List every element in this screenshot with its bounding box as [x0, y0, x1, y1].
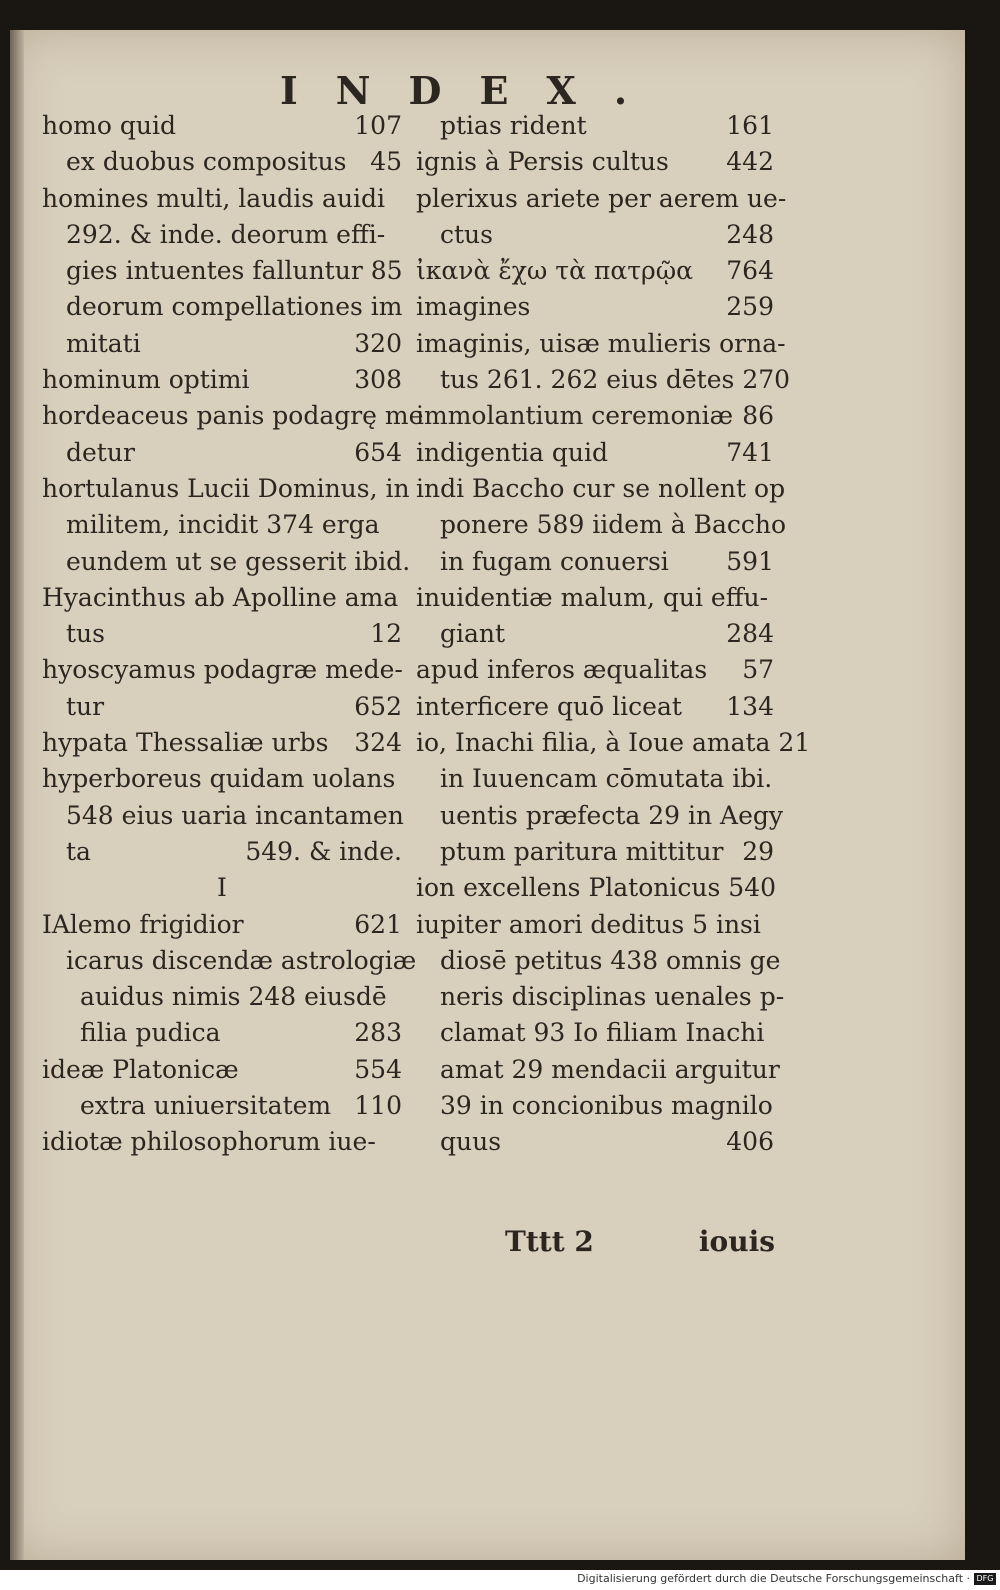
index-entry-line	[42, 616, 402, 652]
index-page-number: 540	[728, 873, 777, 903]
index-entry-text: ta	[66, 836, 91, 866]
index-entry-line	[416, 580, 774, 616]
index-entry-line	[42, 1052, 402, 1088]
index-entry-text: homines multi, laudis auidi	[42, 183, 386, 213]
index-entry-line	[42, 580, 402, 616]
index-entry-line	[42, 979, 402, 1015]
index-entry-text: diosē petitus 438 omnis ge	[440, 945, 781, 975]
footer-bar	[0, 1570, 1000, 1590]
index-page-number: 248	[726, 219, 774, 249]
index-entry-line	[416, 217, 774, 253]
index-entry-line	[416, 907, 774, 943]
index-entry-text: hordeaceus panis podagrę me	[42, 401, 424, 431]
index-entry-text: immolantium ceremoniæ	[416, 401, 734, 431]
index-entry-text: tus	[66, 619, 105, 649]
index-page-number: 320	[354, 328, 402, 358]
index-page-number: 654	[354, 437, 402, 467]
index-page-number: 283	[354, 1018, 402, 1048]
index-entry-line	[42, 181, 402, 217]
catchword-line	[505, 1225, 775, 1258]
index-entry-line	[416, 1088, 774, 1124]
index-entry-line	[42, 326, 402, 362]
index-entry-line	[416, 798, 783, 834]
index-entry-line	[416, 544, 774, 580]
index-entry-text: I	[217, 873, 227, 903]
index-column-right	[416, 108, 811, 1161]
index-entry-line	[42, 253, 402, 289]
index-entry-text: ex duobus compositus	[66, 147, 347, 177]
index-entry-text: io, Inachi filia, à Ioue amata	[416, 728, 771, 758]
index-page-number: 308	[354, 365, 402, 395]
index-entry-text: ion excellens Platonicus	[416, 873, 721, 903]
index-entry-line	[42, 217, 402, 253]
index-entry-line	[42, 834, 402, 870]
index-entry-text: hominum optimi	[42, 365, 250, 395]
index-entry-line	[416, 471, 786, 507]
index-page-number: 554	[354, 1054, 402, 1084]
index-page-number: 12	[370, 619, 402, 649]
index-entry-text: imaginis, uisæ mulieris orna-	[416, 328, 786, 358]
index-entry-text: filia pudica	[80, 1018, 221, 1048]
index-entry-text: inuidentiæ malum, qui effu-	[416, 582, 769, 612]
index-entry-text: 548 eius uaria incantamen	[66, 800, 404, 830]
index-page-number: 406	[726, 1127, 774, 1157]
index-page-number: 259	[726, 292, 774, 322]
index-entry-line	[42, 108, 402, 144]
index-page-number: 86	[742, 401, 774, 431]
dfg-logo: DFG	[974, 1573, 996, 1585]
index-entry-line	[42, 1124, 402, 1160]
index-entry-text: ἰκανὰ ἔχω τὰ πατρῷα	[416, 256, 694, 286]
page-binding-edge	[10, 30, 24, 1560]
index-entry-text: hortulanus Lucii Dominus, in	[42, 473, 410, 503]
index-page-number: 270	[742, 365, 791, 395]
index-entry-line	[416, 507, 787, 543]
index-entry-line	[416, 253, 774, 289]
index-entry-line	[416, 398, 774, 434]
index-page-number: 549. & inde.	[245, 836, 402, 866]
index-entry-text: hyoscyamus podagræ mede-	[42, 655, 403, 685]
index-entry-text: amat 29 mendacii arguitur	[440, 1054, 780, 1084]
index-entry-line	[42, 544, 411, 580]
index-entry-text: imagines	[416, 292, 531, 322]
index-entry-text: indi Baccho cur se nollent op	[416, 473, 786, 503]
running-head: INDEX.	[280, 68, 666, 113]
index-entry-line	[42, 398, 424, 434]
index-entry-line	[42, 943, 417, 979]
index-entry-line	[416, 1124, 774, 1160]
signature-mark: Tttt 2	[505, 1225, 594, 1258]
index-entry-text: neris disciplinas uenales p-	[440, 982, 785, 1012]
index-page-number: 324	[354, 728, 402, 758]
index-entry-text: IAlemo frigidior	[42, 909, 244, 939]
index-entry-line	[416, 326, 786, 362]
index-entry-text: ponere 589 iidem à Baccho	[440, 510, 787, 540]
index-entry-text: giant	[440, 619, 506, 649]
index-entry-line	[416, 1015, 774, 1051]
footer-credit: Digitalisierung gefördert durch die Deutsche Forschungsgemeinschaft ·	[577, 1572, 970, 1585]
index-entry-text: eundem ut se gesserit ibid.	[66, 546, 411, 576]
index-entry-text: detur	[66, 437, 135, 467]
index-entry-line	[42, 652, 402, 688]
index-entry-text: ignis à Persis cultus	[416, 147, 669, 177]
index-entry-text: quus	[440, 1127, 502, 1157]
index-entry-text: iupiter amori deditus 5 insi	[416, 909, 761, 939]
index-entry-text: icarus discendæ astrologiæ	[66, 945, 417, 975]
index-entry-text: mitati	[66, 328, 141, 358]
index-page-number: 110	[354, 1091, 402, 1121]
index-entry-line	[416, 870, 777, 906]
index-page-number: 45	[370, 147, 402, 177]
index-entry-text: ideæ Platonicæ	[42, 1054, 239, 1084]
index-entry-line	[416, 1052, 780, 1088]
index-entry-line	[42, 362, 402, 398]
index-entry-text: interficere quō liceat	[416, 691, 682, 721]
index-entry-line	[416, 761, 774, 797]
index-entry-line	[42, 725, 402, 761]
index-entry-line	[42, 144, 402, 180]
index-entry-line	[416, 616, 774, 652]
index-entry-line	[416, 652, 774, 688]
index-entry-text: ctus	[440, 219, 493, 249]
index-page-number: 21	[778, 728, 811, 758]
index-entry-line	[42, 1015, 402, 1051]
index-entry-line	[416, 725, 811, 761]
index-page-number: 134	[726, 691, 774, 721]
index-entry-line	[42, 907, 402, 943]
index-entry-line	[416, 979, 785, 1015]
index-page-number: 284	[726, 619, 774, 649]
index-entry-line	[416, 435, 774, 471]
index-entry-line	[416, 943, 781, 979]
index-entry-line	[416, 181, 787, 217]
index-entry-line	[416, 144, 774, 180]
index-entry-text: Hyacinthus ab Apolline ama	[42, 582, 399, 612]
index-page-number: 161	[726, 111, 774, 140]
index-entry-text: plerixus ariete per aerem ue-	[416, 183, 787, 213]
index-entry-text: homo quid	[42, 111, 176, 140]
index-entry-text: uentis præfecta 29 in Aegy	[440, 800, 783, 830]
index-entry-text: extra uniuersitatem	[80, 1091, 332, 1121]
index-entry-line	[42, 798, 402, 834]
index-page-number: 591	[726, 546, 774, 576]
index-entry-line	[42, 761, 402, 797]
index-column-left	[42, 108, 424, 1161]
index-entry-line	[42, 1088, 402, 1124]
index-entry-text: hypata Thessaliæ urbs	[42, 728, 329, 758]
index-page-number: 85	[370, 256, 403, 286]
index-entry-line	[416, 362, 791, 398]
index-page-number: 621	[354, 909, 402, 939]
index-page-number: 741	[726, 437, 774, 467]
index-page-number: 764	[726, 256, 774, 286]
index-entry-text: idiotæ philosophorum iue-	[42, 1127, 376, 1157]
index-entry-line	[42, 435, 402, 471]
index-entry-text: in fugam conuersi	[440, 546, 669, 576]
index-entry-text: tur	[66, 691, 105, 721]
index-entry-text: clamat 93 Io filiam Inachi	[440, 1018, 765, 1048]
index-page-number: 29	[742, 836, 774, 866]
index-entry-text: gies intuentes falluntur	[66, 256, 363, 286]
index-entry-text: auidus nimis 248 eiusdē	[80, 982, 387, 1012]
index-entry-text: indigentia quid	[416, 437, 608, 467]
index-entry-text: 292. & inde. deorum effi-	[66, 219, 386, 249]
index-entry-text: 39 in concionibus magnilo	[440, 1091, 773, 1121]
index-entry-line	[42, 289, 402, 325]
index-entry-line	[42, 471, 410, 507]
index-entry-line	[42, 870, 402, 906]
index-page-number: 652	[354, 691, 402, 721]
index-page-number: 107	[354, 111, 402, 140]
index-entry-text: tus 261. 262 eius dētes	[440, 365, 735, 395]
index-page-number: 442	[726, 147, 774, 177]
index-entry-line	[416, 108, 774, 144]
index-entry-line	[416, 289, 774, 325]
index-entry-line	[416, 834, 774, 870]
index-entry-line	[416, 689, 774, 725]
index-entry-line	[42, 689, 402, 725]
index-entry-text: ptum paritura mittitur	[440, 836, 724, 866]
index-entry-text: militem, incidit 374 erga	[66, 510, 380, 540]
catchword: iouis	[698, 1225, 775, 1258]
index-entry-text: apud inferos æqualitas	[416, 655, 708, 685]
index-entry-line	[42, 507, 402, 543]
index-entry-text: ptias rident	[440, 111, 587, 140]
index-entry-text: deorum compellationes im	[66, 292, 403, 322]
index-page-number: 57	[742, 655, 774, 685]
index-entry-text: hyperboreus quidam uolans	[42, 764, 396, 794]
index-entry-text: in Iuuencam cōmutata ibi.	[440, 764, 773, 794]
